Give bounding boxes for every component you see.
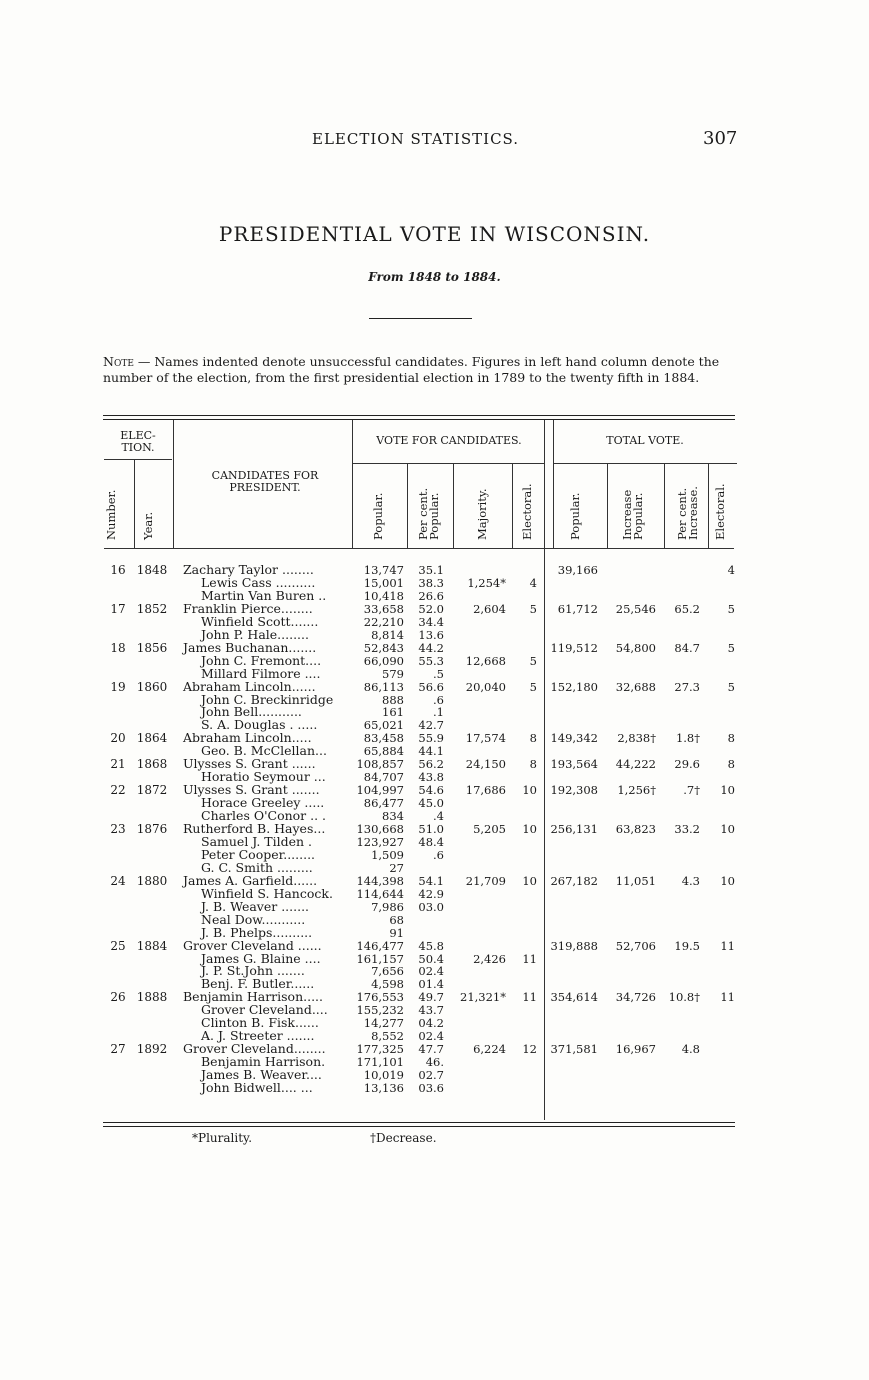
cell-candidate: James G. Blaine .... (201, 950, 321, 966)
cell-popular: 22,210 (363, 614, 404, 629)
cell-candidate: J. B. Phelps.......... (201, 924, 313, 940)
cell-per-cent: 46. (425, 1055, 444, 1070)
cell-popular: 65,021 (363, 718, 404, 733)
cell-per-cent-increase: 29.6 (674, 757, 700, 772)
page-title: PRESIDENTIAL VOTE IN WISCONSIN. (218, 222, 651, 246)
cell-per-cent: 55.3 (418, 653, 444, 668)
cell-per-cent-increase: .7† (683, 783, 700, 798)
cell-per-cent: 52.0 (418, 601, 444, 616)
cell-number: 19 (110, 679, 126, 694)
cell-majority: 6,224 (473, 1042, 506, 1057)
cell-total-electoral: 5 (727, 679, 735, 694)
cell-popular: 8,814 (371, 627, 404, 642)
cell-popular: 66,090 (363, 653, 404, 668)
cell-majority: 21,321* (460, 990, 506, 1005)
cell-per-cent: 45.8 (418, 938, 444, 953)
header-total-electoral: Electoral. (713, 483, 727, 540)
cell-total-popular: 354,614 (550, 990, 598, 1005)
header-majority: Majority. (475, 488, 489, 540)
cell-increase: 34,726 (615, 990, 656, 1005)
cell-popular: 104,997 (356, 783, 404, 798)
cell-popular: 8,552 (371, 1029, 404, 1044)
cell-majority: 12,668 (465, 653, 506, 668)
note-text: — Names indented denote unsuccessful candidates. Figures in left hand column denote the number of the election, from the first presidential election in 1789 to the twenty fifth in 1884. (103, 354, 720, 385)
cell-majority: 2,426 (473, 951, 506, 966)
cell-per-cent: 50.4 (418, 951, 444, 966)
cell-popular: 27 (389, 860, 404, 875)
table-top-rule (103, 415, 735, 420)
cell-popular: 14,277 (363, 1016, 404, 1031)
cell-candidate: James B. Weaver.... (201, 1067, 322, 1083)
cell-number: 27 (110, 1042, 126, 1057)
cell-year: 1868 (136, 757, 168, 772)
cell-candidate: Samuel J. Tilden . (201, 833, 313, 849)
cell-candidate: Lewis Cass .......... (201, 574, 316, 590)
header-electoral: Electoral. (520, 483, 534, 540)
column-rule (352, 420, 353, 548)
cell-per-cent: 13.6 (418, 627, 444, 642)
cell-majority: 17,574 (465, 731, 506, 746)
cell-total-electoral: 10 (720, 822, 735, 836)
cell-electoral: 11 (522, 951, 537, 966)
cell-per-cent-increase: 33.2 (674, 822, 700, 836)
cell-per-cent: .4 (433, 809, 444, 824)
cell-popular: 10,019 (363, 1068, 404, 1083)
header-total-popular: Popular. (568, 492, 582, 540)
cell-number: 24 (110, 873, 126, 888)
cell-per-cent: 44.1 (418, 744, 444, 759)
cell-candidate: Millard Filmore .... (201, 665, 321, 681)
cell-total-popular: 152,180 (550, 679, 598, 694)
header-per-cent-increase: Per cent. Increase. (675, 486, 700, 540)
cell-per-cent: .6 (433, 692, 444, 707)
cell-popular: 888 (382, 692, 404, 707)
cell-candidate: Peter Cooper........ (201, 846, 316, 862)
cell-popular: 83,458 (363, 731, 404, 746)
cell-total-popular: 39,166 (557, 563, 598, 577)
cell-total-popular: 256,131 (550, 822, 598, 836)
cell-year: 1864 (136, 731, 168, 746)
cell-per-cent: 03.0 (418, 899, 444, 914)
cell-year: 1856 (136, 640, 168, 655)
cell-total-electoral: 4 (727, 563, 735, 577)
cell-popular: 177,325 (356, 1042, 404, 1057)
cell-number: 16 (110, 563, 126, 577)
cell-total-electoral: 5 (727, 640, 735, 655)
cell-increase: 52,706 (615, 938, 656, 953)
cell-candidate: G. C. Smith ......... (201, 859, 313, 875)
header-vote-for-candidates: VOTE FOR CANDIDATES. (376, 434, 522, 447)
cell-popular: 13,747 (363, 563, 404, 577)
cell-per-cent-increase: 19.5 (674, 938, 700, 953)
footnote-decrease: †Decrease. (370, 1131, 437, 1145)
note-lead: Note (103, 354, 134, 369)
cell-total-electoral: 11 (720, 938, 735, 953)
cell-year: 1872 (136, 783, 168, 798)
column-rule (708, 463, 709, 548)
cell-per-cent: 04.2 (418, 1016, 444, 1031)
cell-majority: 21,709 (465, 873, 506, 888)
cell-per-cent-increase: 84.7 (674, 640, 700, 655)
cell-total-popular: 267,182 (550, 873, 598, 888)
cell-increase: 32,688 (615, 679, 656, 694)
cell-year: 1888 (136, 990, 168, 1005)
cell-majority: 1,254* (467, 575, 506, 590)
cell-year: 1852 (136, 601, 168, 616)
cell-popular: 33,658 (363, 601, 404, 616)
cell-candidate: Abraham Lincoln..... (183, 730, 312, 746)
cell-year: 1848 (136, 563, 168, 577)
cell-popular: 834 (382, 809, 404, 824)
cell-majority: 20,040 (465, 679, 506, 694)
cell-candidate: Horatio Seymour ... (201, 769, 326, 785)
cell-electoral: 12 (522, 1042, 537, 1057)
cell-majority: 5,205 (473, 822, 506, 836)
cell-increase: 54,800 (615, 640, 656, 655)
cell-per-cent: .6 (433, 847, 444, 862)
cell-candidate: James A. Garfield...... (183, 872, 318, 888)
cell-candidate: Benjamin Harrison. (201, 1054, 326, 1070)
cell-candidate: Benj. F. Butler...... (201, 976, 315, 992)
cell-per-cent: 35.1 (418, 563, 444, 577)
cell-per-cent: 26.6 (418, 588, 444, 603)
cell-per-cent: 43.7 (418, 1003, 444, 1018)
cell-candidate: Geo. B. McClellan... (201, 743, 327, 759)
cell-candidate: A. J. Streeter ....... (201, 1028, 315, 1044)
cell-per-cent: .5 (433, 666, 444, 681)
cell-number: 21 (110, 757, 126, 772)
cell-per-cent: 42.7 (418, 718, 444, 733)
cell-total-electoral: 5 (727, 601, 735, 616)
cell-increase: 44,222 (615, 757, 656, 772)
cell-candidate: Grover Cleveland........ (183, 1041, 326, 1057)
cell-popular: 146,477 (356, 938, 404, 953)
cell-per-cent: 56.2 (418, 757, 444, 772)
column-rule (407, 463, 408, 548)
cell-increase: 11,051 (615, 873, 656, 888)
cell-year: 1884 (136, 938, 168, 953)
cell-number: 18 (110, 640, 126, 655)
cell-popular: 155,232 (356, 1003, 404, 1018)
column-rule (173, 420, 174, 548)
footnote-plurality: *Plurality. (192, 1131, 253, 1145)
cell-popular: 108,857 (356, 757, 404, 772)
cell-popular: 161,157 (356, 951, 404, 966)
cell-electoral: 8 (529, 757, 537, 772)
note-paragraph (103, 354, 738, 386)
cell-total-popular: 192,308 (550, 783, 598, 798)
cell-total-popular: 119,512 (550, 640, 598, 655)
table-bottom-rule (103, 1122, 735, 1127)
cell-total-popular: 61,712 (557, 601, 598, 616)
cell-per-cent: 55.9 (418, 731, 444, 746)
cell-candidate: Zachary Taylor ........ (183, 562, 314, 577)
cell-electoral: 5 (529, 679, 537, 694)
header-number: Number. (104, 489, 118, 540)
cell-candidate: James Buchanan....... (183, 639, 317, 655)
cell-number: 25 (110, 938, 126, 953)
cell-popular: 15,001 (363, 575, 404, 590)
cell-popular: 176,553 (356, 990, 404, 1005)
cell-per-cent: 34.4 (418, 614, 444, 629)
cell-per-cent: 02.7 (418, 1068, 444, 1083)
cell-total-popular: 371,581 (550, 1042, 598, 1057)
cell-per-cent: 02.4 (418, 964, 444, 979)
cell-candidate: Abraham Lincoln...... (183, 678, 316, 694)
cell-candidate: J. B. Weaver ....... (201, 898, 310, 914)
cell-electoral: 5 (529, 653, 537, 668)
column-rule (664, 463, 665, 548)
column-rule (134, 460, 135, 548)
cell-electoral: 10 (522, 873, 537, 888)
cell-total-popular: 149,342 (550, 731, 598, 746)
cell-candidate: John Bidwell.... ... (201, 1080, 313, 1095)
cell-per-cent: 56.6 (418, 679, 444, 694)
cell-total-electoral: 10 (720, 783, 735, 798)
cell-candidate: Benjamin Harrison..... (183, 989, 323, 1005)
cell-total-electoral: 11 (720, 990, 735, 1005)
cell-number: 23 (110, 822, 126, 836)
cell-popular: 52,843 (363, 640, 404, 655)
column-rule (607, 463, 608, 548)
header-per-cent-popular: Per cent. Popular. (416, 487, 441, 540)
cell-electoral: 11 (522, 990, 537, 1005)
cell-per-cent: 02.4 (418, 1029, 444, 1044)
cell-popular: 65,884 (363, 744, 404, 759)
cell-popular: 91 (389, 925, 404, 940)
cell-candidate: Martin Van Buren .. (201, 587, 327, 603)
cell-candidate: Winfield Scott....... (201, 613, 319, 629)
cell-total-popular: 319,888 (550, 938, 598, 953)
cell-per-cent-increase: 65.2 (674, 601, 700, 616)
page-subtitle: From 1848 to 1884. (368, 270, 501, 284)
cell-number: 17 (110, 601, 126, 616)
cell-per-cent-increase: 4.3 (681, 873, 700, 888)
cell-per-cent: 01.4 (418, 977, 444, 992)
cell-electoral: 10 (522, 822, 537, 836)
page-number: 307 (703, 128, 738, 149)
cell-majority: 2,604 (473, 601, 506, 616)
cell-per-cent: 45.0 (418, 796, 444, 811)
cell-per-cent: .1 (433, 705, 444, 720)
cell-per-cent: 54.1 (418, 873, 444, 888)
header-candidates: CANDIDATES FOR PRESIDENT. (211, 469, 319, 494)
cell-total-electoral: 8 (727, 731, 735, 746)
cell-popular: 130,668 (356, 822, 404, 836)
running-head (0, 128, 869, 152)
cell-popular: 84,707 (363, 770, 404, 785)
cell-popular: 68 (389, 912, 404, 927)
cell-total-popular: 193,564 (550, 757, 598, 772)
cell-year: 1892 (136, 1042, 168, 1057)
cell-electoral: 10 (522, 783, 537, 798)
cell-candidate: John C. Fremont.... (201, 652, 322, 668)
column-rule (512, 463, 513, 548)
cell-candidate: Clinton B. Fisk...... (201, 1015, 319, 1031)
cell-year: 1880 (136, 873, 168, 888)
cell-year: 1876 (136, 822, 168, 836)
cell-popular: 86,113 (363, 679, 404, 694)
cell-increase: 25,546 (615, 601, 656, 616)
cell-popular: 86,477 (363, 796, 404, 811)
cell-increase: 16,967 (615, 1042, 656, 1057)
cell-candidate: Rutherford B. Hayes... (183, 821, 326, 836)
cell-popular: 123,927 (356, 834, 404, 849)
cell-candidate: S. A. Douglas . ..... (201, 717, 318, 733)
cell-candidate: John P. Hale........ (201, 626, 309, 642)
cell-total-electoral: 10 (720, 873, 735, 888)
cell-popular: 114,644 (356, 886, 404, 901)
cell-total-electoral: 8 (727, 757, 735, 772)
cell-number: 20 (110, 731, 126, 746)
cell-majority: 17,686 (465, 783, 506, 798)
cell-per-cent-increase: 1.8† (675, 731, 700, 746)
cell-popular: 7,656 (371, 964, 404, 979)
cell-per-cent: 51.0 (418, 822, 444, 836)
cell-electoral: 4 (529, 575, 537, 590)
cell-per-cent: 43.8 (418, 770, 444, 785)
cell-candidate: Ulysses S. Grant ...... (183, 756, 316, 772)
cell-per-cent: 03.6 (418, 1081, 444, 1095)
cell-per-cent: 54.6 (418, 783, 444, 798)
cell-per-cent: 38.3 (418, 575, 444, 590)
header-bottom-rule (104, 548, 734, 549)
cell-per-cent-increase: 10.8† (668, 990, 700, 1005)
cell-per-cent: 42.9 (418, 886, 444, 901)
cell-popular: 1,509 (371, 847, 404, 862)
cell-per-cent-increase: 27.3 (674, 679, 700, 694)
cell-number: 26 (110, 990, 126, 1005)
cell-per-cent: 44.2 (418, 640, 444, 655)
column-rule (553, 420, 554, 548)
cell-electoral: 8 (529, 731, 537, 746)
cell-number: 22 (110, 783, 126, 798)
cell-electoral: 5 (529, 601, 537, 616)
cell-popular: 4,598 (371, 977, 404, 992)
cell-popular: 144,398 (356, 873, 404, 888)
header-election: ELEC-TION. (120, 429, 156, 454)
cell-candidate: J. P. St.John ....... (201, 963, 305, 979)
cell-candidate: Winfield S. Hancock. (201, 885, 333, 901)
header-total-vote: TOTAL VOTE. (606, 434, 684, 447)
cell-year: 1860 (136, 679, 168, 694)
cell-candidate: Grover Cleveland ...... (183, 937, 322, 953)
cell-popular: 7,986 (371, 899, 404, 914)
cell-popular: 161 (382, 705, 404, 720)
cell-increase: 2,838† (617, 731, 656, 746)
cell-popular: 579 (382, 666, 404, 681)
cell-candidate: John C. Breckinridge (201, 691, 334, 707)
running-title: ELECTION STATISTICS. (312, 130, 520, 148)
cell-increase: 63,823 (615, 822, 656, 836)
cell-candidate: Ulysses S. Grant ....... (183, 782, 320, 798)
column-rule (453, 463, 454, 548)
cell-candidate: Franklin Pierce........ (183, 600, 313, 616)
cell-per-cent-increase: 4.8 (681, 1042, 700, 1057)
title-rule (369, 318, 472, 319)
header-popular: Popular. (371, 492, 385, 540)
cell-popular: 10,418 (363, 588, 404, 603)
cell-candidate: Neal Dow........... (201, 911, 306, 927)
header-increase-popular: Increase Popular. (620, 489, 645, 540)
cell-candidate: Grover Cleveland.... (201, 1002, 328, 1018)
cell-candidate: John Bell........... (201, 704, 302, 720)
cell-popular: 171,101 (356, 1055, 404, 1070)
cell-per-cent: 49.7 (418, 990, 444, 1005)
cell-per-cent: 47.7 (418, 1042, 444, 1057)
header-year: Year. (141, 511, 155, 540)
cell-per-cent: 48.4 (418, 834, 444, 849)
cell-popular: 13,136 (363, 1081, 404, 1095)
cell-candidate: Horace Greeley ..... (201, 795, 325, 811)
cell-majority: 24,150 (465, 757, 506, 772)
cell-candidate: Charles O'Conor .. . (201, 808, 327, 824)
cell-increase: 1,256† (617, 783, 656, 798)
